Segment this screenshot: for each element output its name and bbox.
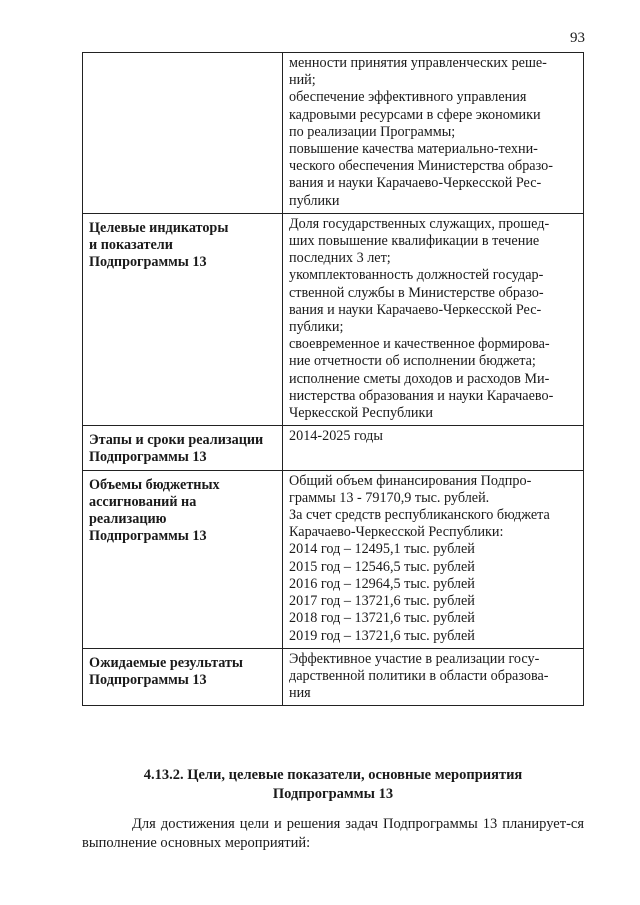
section-heading-line: Подпрограммы 13 xyxy=(272,786,394,802)
row-label-cell xyxy=(83,648,283,706)
table-row xyxy=(83,470,584,648)
label-line: Подпрограммы 13 xyxy=(89,449,207,466)
value-line: укомплектованность должностей государ- xyxy=(289,267,544,284)
value-line: вания и науки Карачаево-Черкесской Рес- xyxy=(289,301,542,318)
value-line: последних 3 лет; xyxy=(289,250,391,267)
value-line: ственной службы в Министерстве образо- xyxy=(289,284,544,301)
value-line: менности принятия управленческих реше- xyxy=(289,55,547,71)
value-line: ния xyxy=(289,685,311,702)
value-line: повышение качества материально-техни- xyxy=(289,141,538,158)
value-line: своевременное и качественное формирова- xyxy=(289,336,550,353)
value-line: 2019 год – 13721,6 тыс. рублей xyxy=(289,627,475,644)
value-line: нистерства образования и науки Карачаево- xyxy=(289,387,554,404)
value-line: Черкесской Республики xyxy=(289,405,433,422)
value-line: обеспечение эффективного управления xyxy=(289,89,527,106)
value-line: ших повышение квалификации в течение xyxy=(289,233,540,250)
label-line: и показатели xyxy=(89,237,173,254)
value-line: ческого обеспечения Министерства образо- xyxy=(289,158,553,175)
row-value-cell xyxy=(283,470,584,648)
table-row xyxy=(83,426,584,470)
value-line: публики; xyxy=(289,319,344,336)
label-line: реализацию xyxy=(89,511,167,528)
value-line: 2017 год – 13721,6 тыс. рублей xyxy=(289,593,475,610)
value-line: 2014-2025 годы xyxy=(289,428,383,445)
value-line: ние отчетности об исполнении бюджета; xyxy=(289,353,536,370)
value-line: Карачаево-Черкесской Республики: xyxy=(289,524,504,541)
value-line: 2014 год – 12495,1 тыс. рублей xyxy=(289,541,475,558)
value-line: кадровыми ресурсами в сфере экономики xyxy=(289,106,541,123)
value-line: публики xyxy=(289,192,340,209)
value-line: граммы 13 - 79170,9 тыс. рублей. xyxy=(289,489,490,506)
value-line: исполнение сметы доходов и расходов Ми- xyxy=(289,370,550,387)
page-number: 93 xyxy=(570,30,585,46)
row-label-cell xyxy=(83,426,283,470)
value-line: по реализации Программы; xyxy=(289,123,456,140)
row-value-cell xyxy=(283,648,584,706)
row-value-cell xyxy=(283,213,584,425)
section-heading xyxy=(82,766,584,804)
label-line: Ожидаемые результаты xyxy=(89,654,243,671)
value-line: 2018 год – 13721,6 тыс. рублей xyxy=(289,610,475,627)
value-line: Общий объем финансирования Подпро- xyxy=(289,472,532,489)
value-line: вания и науки Карачаево-Черкесской Рес- xyxy=(289,175,542,192)
label-line: Подпрограммы 13 xyxy=(89,528,207,545)
label-line: Этапы и сроки реализации xyxy=(89,432,264,449)
label-line: ассигнований на xyxy=(89,493,197,510)
value-line: дарственной политики в области образова- xyxy=(289,667,549,684)
table-row xyxy=(83,648,584,706)
section-heading-line: 4.13.2. Цели, целевые показатели, основные мероприятия xyxy=(143,767,523,783)
label-line: Целевые индикаторы xyxy=(89,219,229,236)
table-row xyxy=(83,53,584,214)
body-paragraph: Для достижения цели и решения задач Подпрограммы 13 планирует-ся выполнение основных мероприятий: xyxy=(82,816,584,851)
value-line: Доля государственных служащих, прошед- xyxy=(289,215,550,232)
value-line: ний; xyxy=(289,72,316,89)
value-line: 2016 год – 12964,5 тыс. рублей xyxy=(289,575,475,592)
value-line: 2015 год – 12546,5 тыс. рублей xyxy=(289,558,475,575)
row-label-cell xyxy=(83,470,283,648)
row-value-cell xyxy=(283,426,584,470)
table-row xyxy=(83,213,584,425)
label-line: Подпрограммы 13 xyxy=(89,254,207,271)
row-label-cell xyxy=(83,53,283,214)
value-line: Эффективное участие в реализации госу- xyxy=(289,650,540,667)
label-line: Подпрограммы 13 xyxy=(89,671,207,688)
label-line: Объемы бюджетных xyxy=(89,476,220,493)
row-label-cell xyxy=(83,213,283,425)
value-line: За счет средств республиканского бюджета xyxy=(289,507,550,524)
row-value-cell xyxy=(283,53,584,214)
subprogram-passport-table xyxy=(82,52,584,706)
